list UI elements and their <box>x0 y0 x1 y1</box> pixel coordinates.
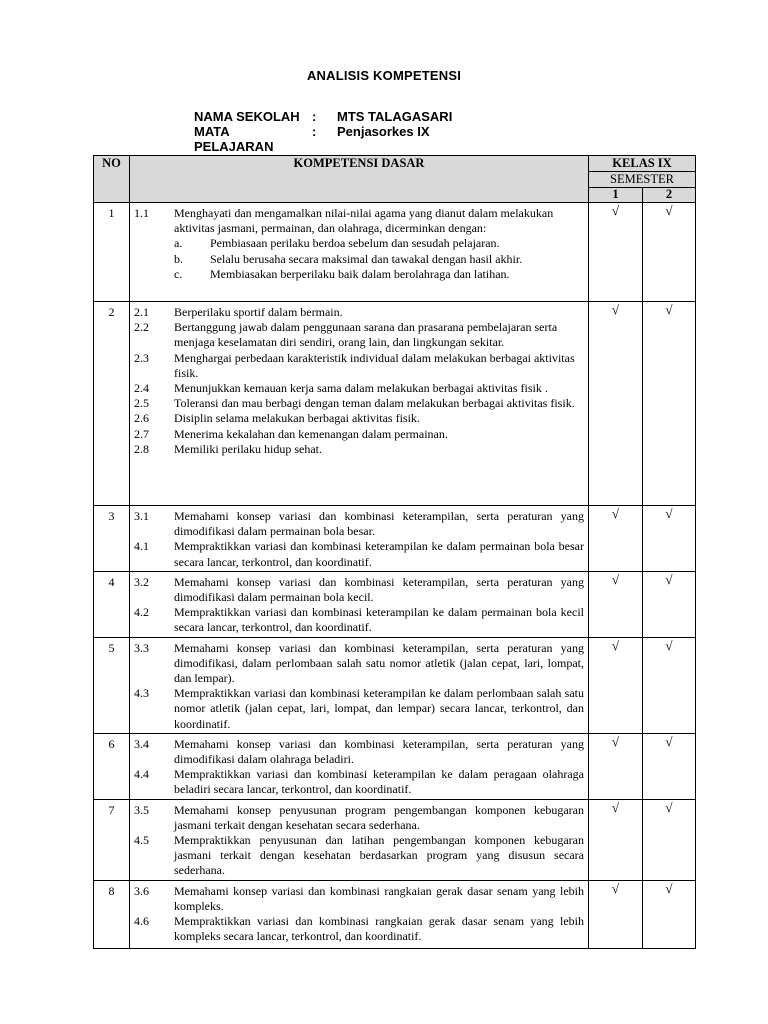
semester-2-check-icon: √ <box>643 571 696 637</box>
document-meta <box>194 109 452 154</box>
competency-number: 3.6 <box>134 883 149 898</box>
header-semester-1: 1 <box>589 188 643 203</box>
school-colon: : <box>312 109 317 124</box>
competency-text: Mempraktikkan variasi dan kombinasi rangkaian gerak dasar senam yang lebih kompleks secara lancar, terkontrol, dan koordinatif. <box>174 914 584 944</box>
competency-text: Memiliki perilaku hidup sehat. <box>174 441 322 456</box>
table-row <box>94 571 696 637</box>
competency-text: Memahami konsep variasi dan kombinasi keterampilan, serta peraturan yang dimodifikasi dalam olahraga beladiri. <box>174 736 584 767</box>
competency-number: 4.5 <box>134 833 149 848</box>
competency-number: 2.1 <box>134 305 149 319</box>
competency-text-block <box>174 575 584 605</box>
row-number: 7 <box>94 799 130 880</box>
competency-text: Mempraktikkan variasi dan kombinasi keterampilan ke dalam permainan bola kecil secara lancar, terkontrol, dan koordinatif. <box>174 605 584 635</box>
competency-item <box>134 833 584 879</box>
semester-2-check-icon: √ <box>643 203 696 302</box>
competency-text-block <box>174 305 584 320</box>
school-row <box>194 109 452 124</box>
semester-1-check-icon: √ <box>589 733 643 799</box>
competency-text-block <box>174 427 584 442</box>
competency-number: 2.7 <box>134 426 149 441</box>
competency-item <box>134 411 584 426</box>
competency-number: 2.8 <box>134 441 149 456</box>
competency-number: 3.3 <box>134 640 149 655</box>
competency-text: Menunjukkan kemauan kerja sama dalam melakukan berbagai aktivitas fisik . <box>174 381 548 396</box>
competency-item <box>134 206 584 282</box>
semester-1-check-icon: √ <box>589 302 643 506</box>
competency-text-block <box>174 351 584 381</box>
competency-item <box>134 686 584 732</box>
competency-text: Mempraktikkan variasi dan kombinasi keterampilan ke dalam peragaan olahraga beladiri secara lancar, terkontrol, dan koordinatif. <box>174 767 584 797</box>
competency-number: 4.4 <box>134 767 149 782</box>
semester-2-check-icon: √ <box>643 880 696 948</box>
table-row <box>94 637 696 733</box>
header-no: NO <box>94 156 130 203</box>
sub-item <box>174 236 584 251</box>
competency-text: Memahami konsep penyusunan program pengembangan komponen kebugaran jasmani terkait dengan kesehatan secara sederhana. <box>174 802 584 832</box>
competency-text-block <box>174 509 584 539</box>
semester-2-check-icon: √ <box>643 799 696 880</box>
competency-text: Menghayati dan mengamalkan nilai-nilai agama yang dianut dalam melakukan aktivitas jasmani, permainan, dan olahraga, dicerminkan dengan: <box>174 206 554 236</box>
subject-row <box>194 124 452 154</box>
row-number: 1 <box>94 203 130 302</box>
competency-item <box>134 509 584 539</box>
competency-number: 3.4 <box>134 736 149 751</box>
competency-number: 2.6 <box>134 411 149 426</box>
competency-item <box>134 803 584 833</box>
competency-cell <box>130 203 589 302</box>
competency-item <box>134 641 584 687</box>
competency-cell <box>130 637 589 733</box>
semester-1-check-icon: √ <box>589 880 643 948</box>
semester-1-check-icon: √ <box>589 571 643 637</box>
competency-item <box>134 320 584 350</box>
row-number: 5 <box>94 637 130 733</box>
sub-item-letter: a. <box>174 236 183 251</box>
competency-item <box>134 539 584 569</box>
competency-item <box>134 381 584 396</box>
row-number: 3 <box>94 506 130 572</box>
sub-item-letter: b. <box>174 251 183 266</box>
table-row <box>94 203 696 302</box>
competency-number: 2.5 <box>134 396 149 411</box>
competency-item <box>134 442 584 457</box>
sub-item-letter: c. <box>174 266 183 281</box>
competency-text-block <box>174 206 584 282</box>
competency-text: Menghargai perbedaan karakteristik individual dalam melakukan berbagai aktivitas fisik. <box>174 350 575 380</box>
competency-text: Disiplin selama melakukan berbagai aktivitas fisik. <box>174 411 420 426</box>
semester-2-check-icon: √ <box>643 733 696 799</box>
competency-text: Bertanggung jawab dalam penggunaan sarana dan prasarana pembelajaran serta menjaga keselamatan diri sendiri, orang lain, dan lingkungan sekitar. <box>174 320 558 350</box>
semester-1-check-icon: √ <box>589 799 643 880</box>
competency-number: 4.1 <box>134 539 149 554</box>
school-label: NAMA SEKOLAH <box>194 109 300 124</box>
table-row <box>94 506 696 572</box>
competency-text: Toleransi dan mau berbagi dengan teman dalam melakukan berbagai aktivitas fisik. <box>174 396 575 411</box>
semester-1-check-icon: √ <box>589 506 643 572</box>
header-semester: SEMESTER <box>589 172 696 188</box>
table-row <box>94 799 696 880</box>
competency-text-block <box>174 737 584 767</box>
competency-text-block <box>174 914 584 944</box>
competency-text-block <box>174 641 584 687</box>
competency-text-block <box>174 381 584 396</box>
row-number: 8 <box>94 880 130 948</box>
sub-item <box>174 267 584 282</box>
competency-number: 2.4 <box>134 381 149 396</box>
semester-1-check-icon: √ <box>589 637 643 733</box>
competency-cell <box>130 799 589 880</box>
competency-cell <box>130 733 589 799</box>
competency-number: 3.5 <box>134 802 149 817</box>
competency-cell <box>130 506 589 572</box>
semester-2-check-icon: √ <box>643 637 696 733</box>
competency-text: Mempraktikkan variasi dan kombinasi keterampilan ke dalam permainan bola besar secara lancar, terkontrol, dan koordinatif. <box>174 539 584 569</box>
competency-text-block <box>174 884 584 914</box>
competency-table <box>93 155 696 949</box>
table-row <box>94 302 696 506</box>
competency-item <box>134 575 584 605</box>
competency-item <box>134 737 584 767</box>
competency-item <box>134 427 584 442</box>
competency-text-block <box>174 767 584 797</box>
competency-text-block <box>174 442 584 457</box>
competency-number: 4.3 <box>134 686 149 701</box>
competency-text-block <box>174 803 584 833</box>
sub-item-text: Membiasakan berperilaku baik dalam berolahraga dan latihan. <box>210 266 510 281</box>
competency-text: Memahami konsep variasi dan kombinasi keterampilan, serta peraturan yang dimodifikasi dalam permainan bola besar. <box>174 509 584 539</box>
competency-text-block <box>174 396 584 411</box>
row-number: 2 <box>94 302 130 506</box>
competency-number: 2.3 <box>134 350 149 365</box>
competency-text: Mempraktikkan penyusunan dan latihan pengembangan komponen kebugaran jasmani terkait dengan kesehatan berdasarkan program yang disusun secara sederhana. <box>174 833 584 878</box>
competency-text: Berperilaku sportif dalam bermain. <box>174 305 343 319</box>
header-semester-2: 2 <box>643 188 696 203</box>
competency-cell <box>130 571 589 637</box>
competency-item <box>134 396 584 411</box>
competency-text-block <box>174 833 584 879</box>
header-kelas: KELAS IX <box>589 156 696 172</box>
table-row <box>94 880 696 948</box>
sub-item <box>174 252 584 267</box>
table-header <box>94 156 696 203</box>
competency-number: 1.1 <box>134 206 149 220</box>
competency-text: Menerima kekalahan dan kemenangan dalam permainan. <box>174 426 448 441</box>
row-number: 4 <box>94 571 130 637</box>
competency-text-block <box>174 320 584 350</box>
competency-text-block <box>174 686 584 732</box>
sub-item-text: Selalu berusaha secara maksimal dan tawakal dengan hasil akhir. <box>210 251 523 266</box>
header-kompetensi-dasar: KOMPETENSI DASAR <box>130 156 589 203</box>
competency-number: 4.6 <box>134 914 149 929</box>
competency-text: Memahami konsep variasi dan kombinasi rangkaian gerak dasar senam yang lebih kompleks. <box>174 883 584 913</box>
competency-number: 4.2 <box>134 605 149 620</box>
competency-item <box>134 605 584 635</box>
competency-item <box>134 767 584 797</box>
competency-number: 3.2 <box>134 574 149 589</box>
table-row <box>94 733 696 799</box>
semester-1-check-icon: √ <box>589 203 643 302</box>
subject-label: MATA PELAJARAN <box>194 124 274 154</box>
competency-cell <box>130 302 589 506</box>
competency-text: Memahami konsep variasi dan kombinasi keterampilan, serta peraturan yang dimodifikasi dalam permainan bola kecil. <box>174 574 584 605</box>
competency-cell <box>130 880 589 948</box>
competency-number: 3.1 <box>134 509 149 523</box>
competency-item <box>134 305 584 320</box>
table-body <box>94 203 696 949</box>
competency-text-block <box>174 539 584 569</box>
semester-2-check-icon: √ <box>643 302 696 506</box>
competency-item <box>134 351 584 381</box>
competency-item <box>134 914 584 944</box>
sub-item-text: Pembiasaan perilaku berdoa sebelum dan sesudah pelajaran. <box>210 236 500 251</box>
school-value: MTS TALAGASARI <box>337 109 453 124</box>
competency-item <box>134 884 584 914</box>
semester-2-check-icon: √ <box>643 506 696 572</box>
row-number: 6 <box>94 733 130 799</box>
competency-number: 2.2 <box>134 320 149 335</box>
competency-text-block <box>174 411 584 426</box>
subject-value: Penjasorkes IX <box>337 124 430 139</box>
competency-text: Mempraktikkan variasi dan kombinasi keterampilan ke dalam perlombaan salah satu nomor atletik (jalan cepat, lari, lompat, dan lempar) secara lancar, terkontrol, dan koordinatif. <box>174 686 584 731</box>
subject-colon: : <box>312 124 317 139</box>
competency-text-block <box>174 605 584 635</box>
document-title: ANALISIS KOMPETENSI <box>306 68 462 83</box>
competency-text: Memahami konsep variasi dan kombinasi keterampilan, serta peraturan yang dimodifikasi, dalam perlombaan salah satu nomor atletik (jalan cepat, lari, lompat, dan lempar). <box>174 640 584 686</box>
